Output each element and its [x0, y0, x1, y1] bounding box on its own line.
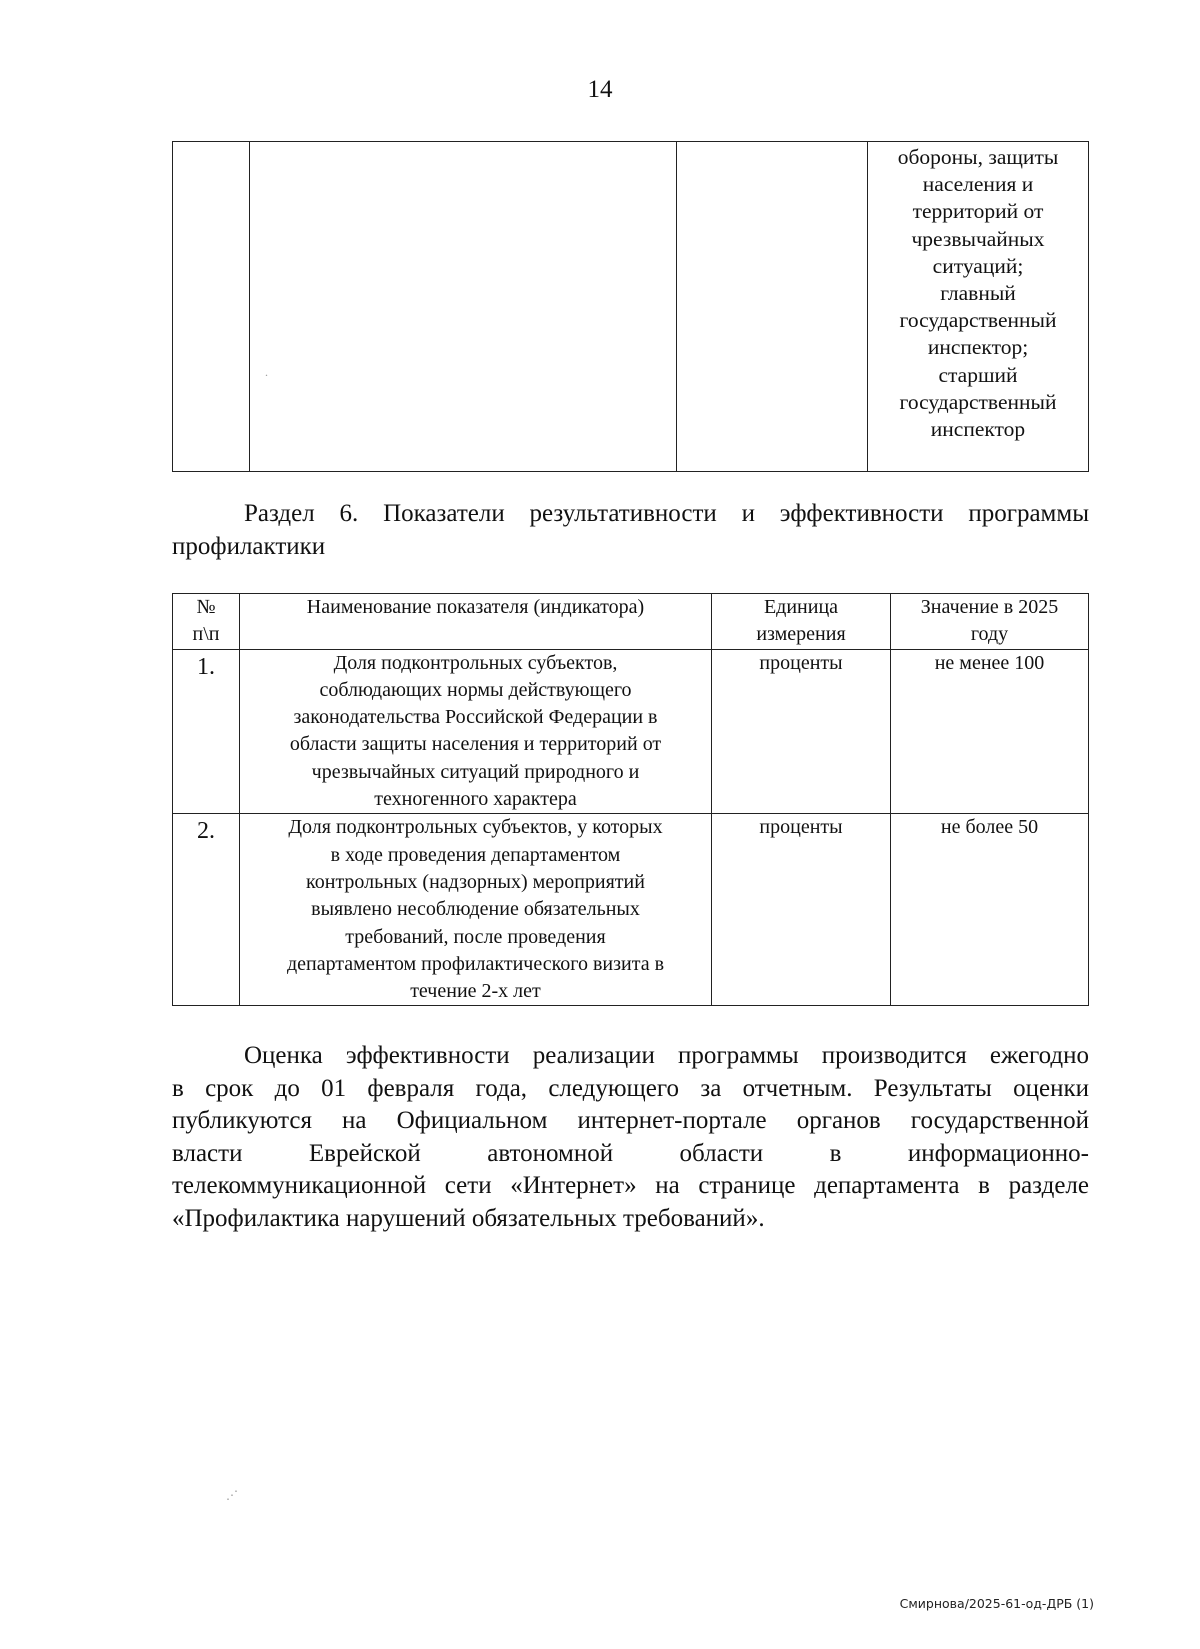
cont-line: главный [940, 281, 1016, 306]
row-name-line: требований, после проведения [345, 925, 606, 948]
row-num: 1. [173, 649, 240, 814]
section-heading-line-1: Раздел 6. Показатели результативности и эффективности программы [244, 500, 1089, 527]
row-name-line: контрольных (надзорных) мероприятий [306, 870, 645, 893]
section-heading [172, 497, 1089, 563]
header-unit-line: Единица [763, 596, 839, 618]
paragraph-line: Оценка эффективности реализации программы производится ежегодно [244, 1042, 1089, 1069]
cont-line: инспектор [930, 417, 1026, 442]
cont-line: населения и [922, 172, 1034, 197]
cont-line: государственный [899, 308, 1057, 333]
header-num [173, 594, 240, 650]
continuation-col-4 [868, 142, 1089, 472]
paragraph-line: власти Еврейской автономной области в информационно- [172, 1139, 1089, 1167]
paragraph-line: «Профилактика нарушений обязательных требований». [172, 1204, 765, 1232]
paragraph-line: публикуются на Официальном интернет-портале органов государственной [172, 1107, 1089, 1134]
row-name-line: течение 2-х лет [410, 980, 541, 1003]
row-value: не менее 100 [891, 649, 1089, 814]
continuation-table [172, 141, 1089, 472]
row-value: не более 50 [891, 814, 1089, 1006]
continuation-col-2: · [250, 142, 677, 472]
row-unit: проценты [712, 649, 891, 814]
row-name [240, 649, 712, 814]
cont-line: старший [938, 362, 1018, 387]
header-value-line: году [970, 623, 1009, 646]
row-name-line: департаментом профилактического визита в [286, 952, 665, 975]
table-row [173, 814, 1089, 1006]
row-name-line: Доля подконтрольных субъектов, [333, 651, 618, 674]
header-value [891, 594, 1089, 650]
table-row [173, 649, 1089, 814]
paragraph-line: телекоммуникационной сети «Интернет» на странице департамента в разделе [172, 1172, 1089, 1199]
cont-line: государственный [899, 389, 1057, 414]
header-unit [712, 594, 891, 650]
row-num: 2. [173, 814, 240, 1006]
header-unit-line: измерения [756, 623, 846, 646]
cont-line: чрезвычайных [911, 226, 1045, 251]
table-header-row [173, 594, 1089, 650]
header-name-line: Наименование показателя (индикатора) [306, 596, 645, 618]
row-name-line: соблюдающих нормы действующего [319, 678, 632, 701]
header-value-line: Значение в 2025 [920, 596, 1059, 618]
header-name [240, 594, 712, 650]
cont-line: обороны, защиты [897, 145, 1059, 169]
page-number: 14 [587, 76, 613, 103]
row-name-line: области защиты населения и территорий от [289, 733, 662, 756]
header-num-line: № [196, 596, 216, 618]
row-name-line: техногенного характера [374, 788, 577, 811]
continuation-col-3 [677, 142, 868, 472]
row-name-line: законодательства Российской Федерации в [293, 706, 658, 729]
row-name-line: Доля подконтрольных субъектов, у которых [288, 816, 663, 839]
evaluation-paragraph [172, 1040, 1089, 1235]
indicators-table [172, 593, 1089, 1006]
header-num-line: п\п [192, 623, 220, 646]
document-code: Смирнова/2025-61-од-ДРБ (1) [899, 1596, 1094, 1611]
cont-line: инспектор; [927, 335, 1029, 360]
row-name-line: выявлено несоблюдение обязательных [311, 898, 640, 921]
paragraph-line: в срок до 01 февраля года, следующего за отчетным. Результаты оценки [172, 1074, 1089, 1102]
section-heading-line-2: профилактики [172, 533, 326, 560]
row-name-line: чрезвычайных ситуаций природного и [311, 760, 640, 783]
cont-line: территорий от [912, 199, 1044, 224]
continuation-col-1 [173, 142, 250, 472]
scan-speck: ⋰ [226, 1488, 238, 1502]
cont-line: ситуаций; [932, 253, 1024, 278]
row-name [240, 814, 712, 1006]
row-name-line: в ходе проведения департаментом [330, 843, 621, 866]
row-unit: проценты [712, 814, 891, 1006]
